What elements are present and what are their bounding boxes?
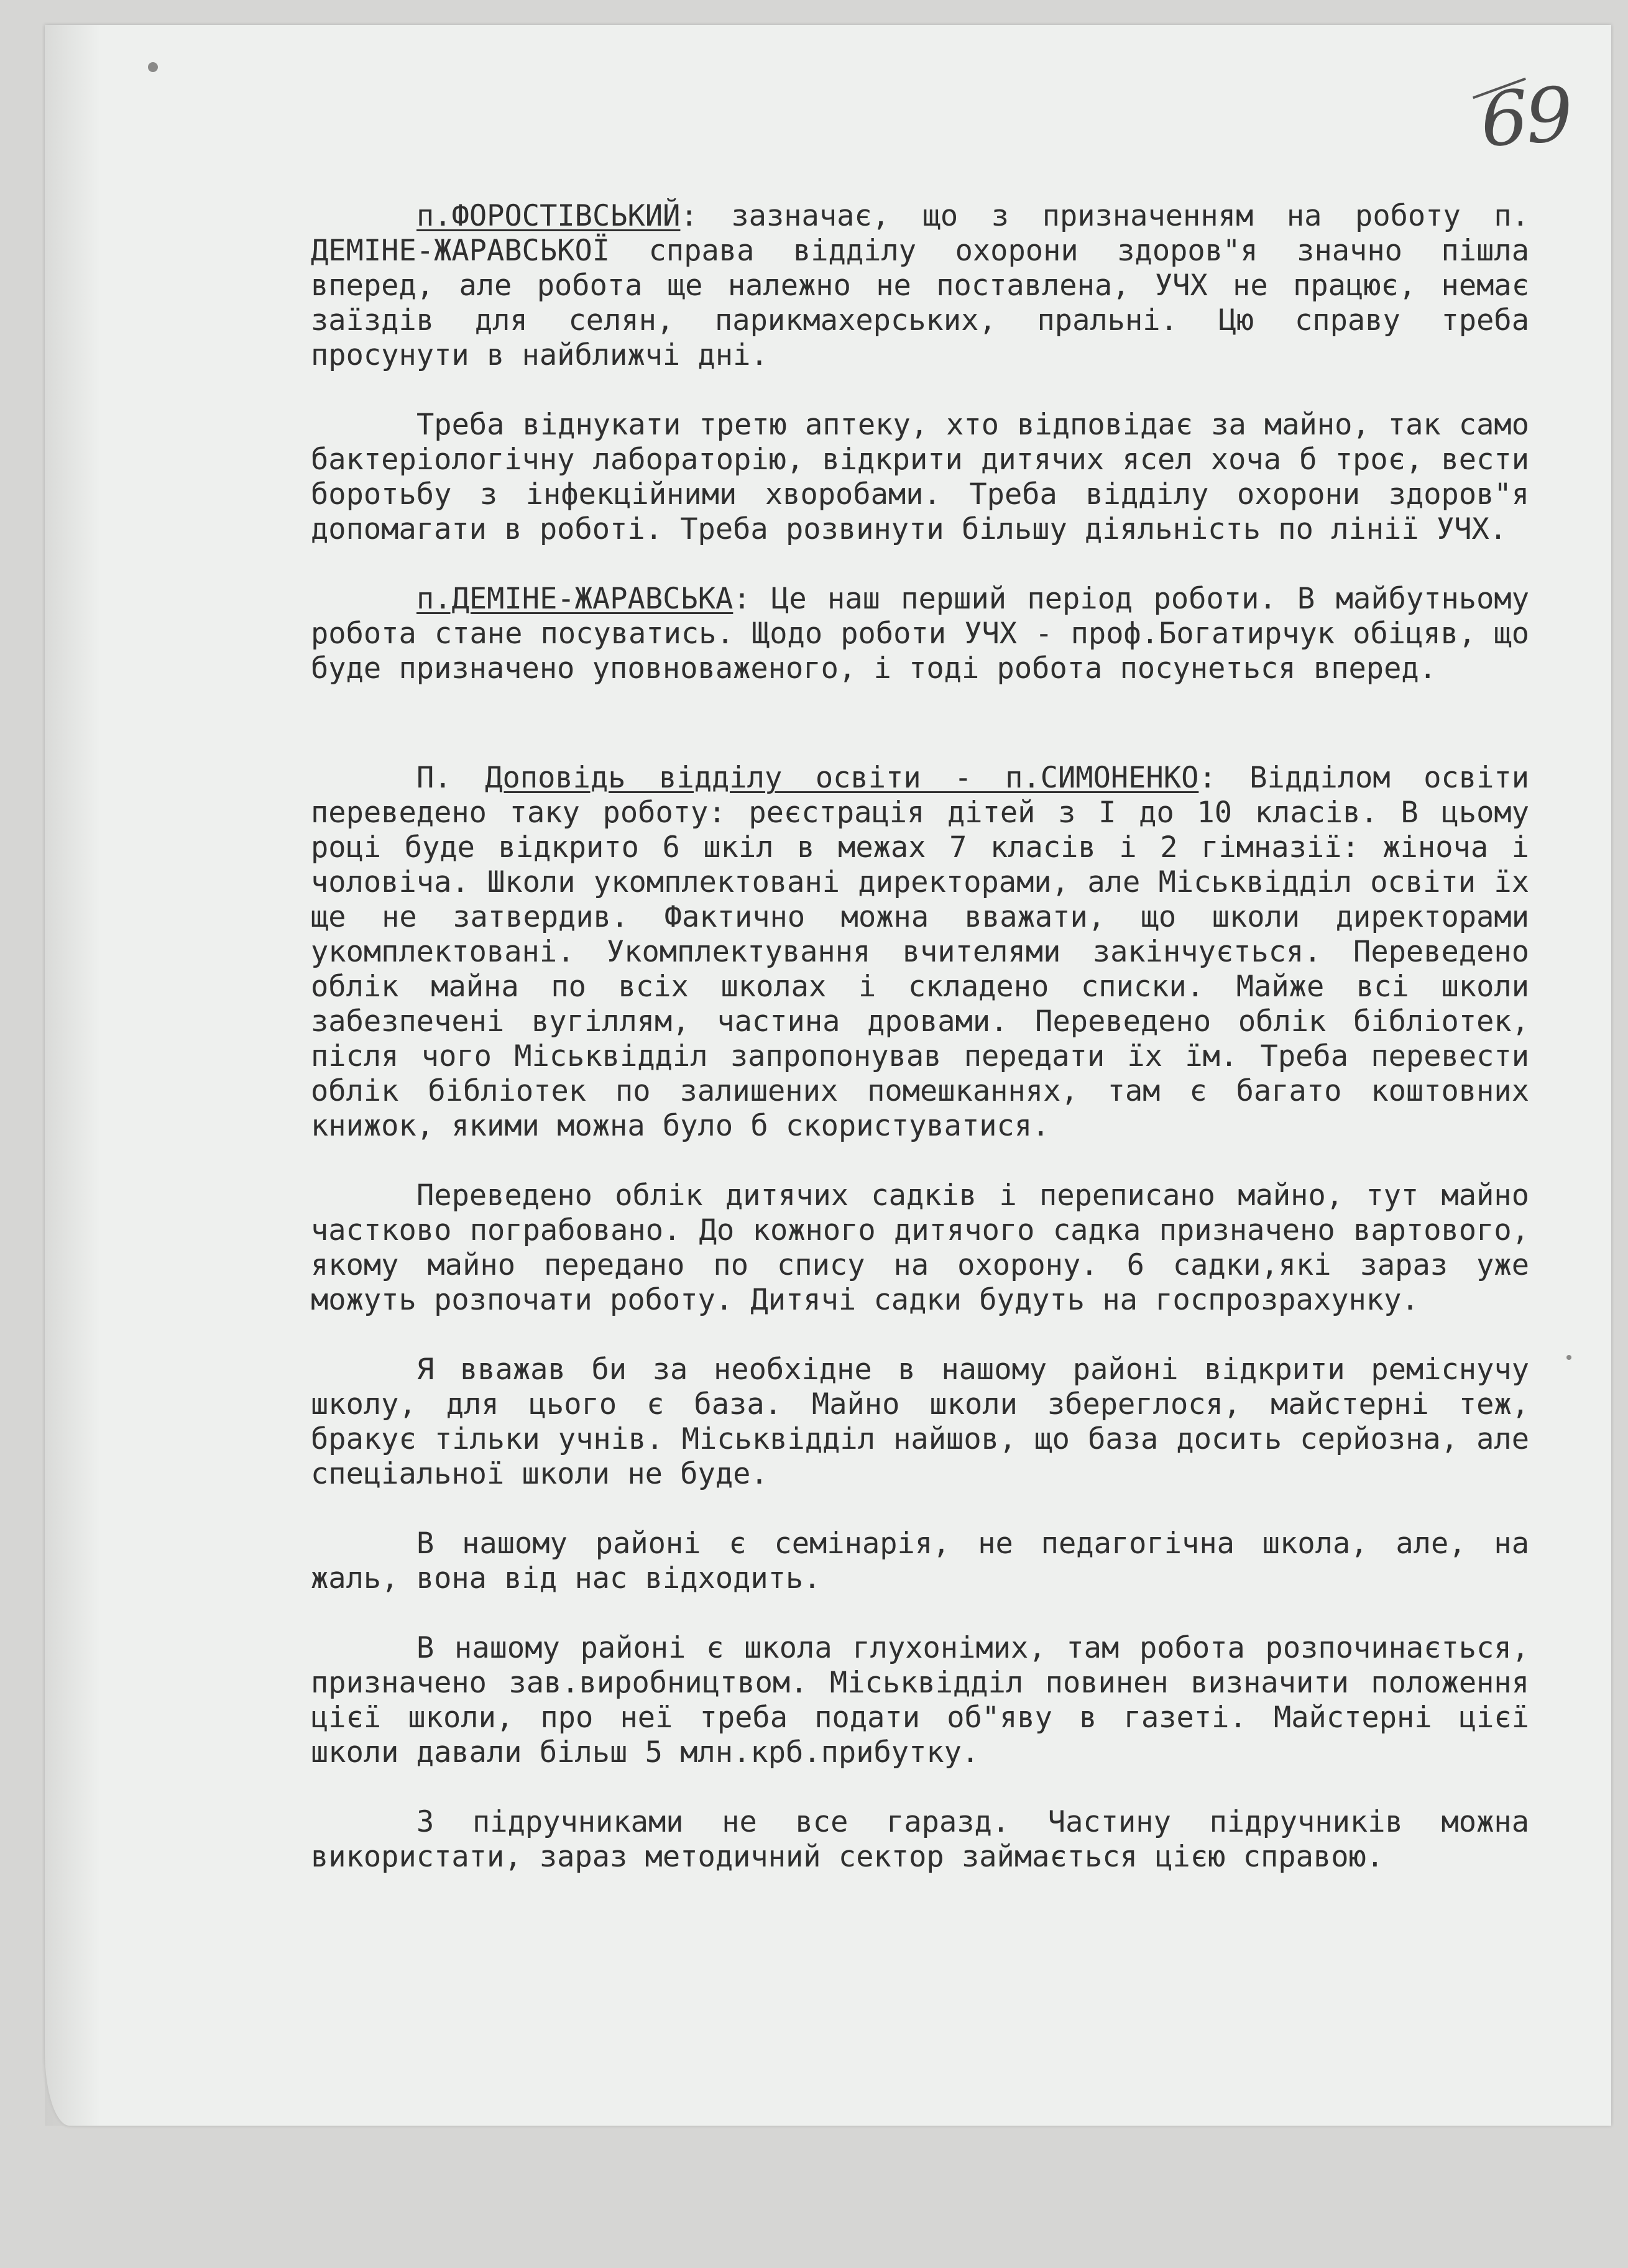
paragraph-text: Переведено облік дитячих садків і переписано майно, тут майно частково пограбовано. До кожного дитячого садка призначено вартового, якому майно передано по спису на охорону. 6 садки,які зараз уже можуть розпочати роботу. Дитячі садки будуть на госпрозрахунку. [311, 1178, 1529, 1317]
paragraph-text: В нашому районі є школа глухонімих, там робота розпочинається, призначено зав.виробництвом. Міськвідділ повинен визначити положення цієї школи, про неї треба подати об"яву в газеті. Майстерні цієї школи давали більш 5 млн.крб.прибутку. [311, 1631, 1529, 1770]
paragraph-foroostivsky [311, 199, 1529, 373]
speaker-name: п.ДЕМІНЕ-ЖАРАВСЬКА [416, 582, 734, 616]
paragraph-seminary [311, 1527, 1529, 1596]
paper-speck [1566, 1355, 1571, 1360]
paragraph-craft-school [311, 1352, 1529, 1492]
paragraph-text: Треба віднукати третю аптеку, хто відповідає за майно, так само бактеріологічну лабораторію, відкрити дитячих ясел хоча б троє, вести боротьбу з інфекційними хворобами. Треба відділу охорони здоров"я допомагати в роботі. Треба розвинути більшу діяльність по лінії УЧХ. [311, 408, 1529, 546]
section-number: П. [416, 761, 452, 795]
paragraph-pharmacy [311, 408, 1529, 547]
document-body [311, 199, 1529, 1875]
paragraph-text: : зазначає, що з призначенням на роботу п. ДЕМІНЕ-ЖАРАВСЬКОЇ справа відділу охорони здоров"я значно пішла вперед, але робота ще належно не поставлена, УЧХ не працює, немає заїздів для селян, парикмахерських, пральні. Цю справу треба просунути в найближчі дні. [311, 199, 1529, 372]
paragraph-education-report [311, 761, 1529, 1144]
speaker-name: п.ФОРОСТІВСЬКИЙ [416, 199, 681, 233]
paragraph-demine-zharavska [311, 582, 1529, 686]
paper-speck [148, 62, 158, 72]
paragraph-text: З підручниками не все гаразд. Частину підручників можна використати, зараз методичний сектор займається цією справою. [311, 1805, 1529, 1874]
report-heading: Доповідь відділу освіти - п.СИМОНЕНКО [485, 761, 1199, 795]
paragraph-text: В нашому районі є семінарія, не педагогічна школа, але, на жаль, вона від нас відходить. [311, 1527, 1529, 1595]
paragraph-text: : Це наш перший період роботи. В майбутньому робота стане посуватись. Щодо роботи УЧХ - проф.Богатирчук обіцяв, що буде призначено уповноваженого, і тоді робота посунеться вперед. [311, 582, 1529, 686]
folio-number: 69 [1478, 71, 1574, 164]
paragraph-text: Я вважав би за необхідне в нашому районі відкрити реміснучу школу, для цього є база. Майно школи збереглося, майстерні теж, бракує тільки учнів. Міськвідділ найшов, що база досить серйозна, але спеціальної школи не буде. [311, 1352, 1529, 1491]
paragraph-text: : Відділом освіти переведено таку роботу: реєстрація дітей з І до 10 класів. В цьому році буде відкрито 6 шкіл в межах 7 класів і 2 гімназії: жіноча і чоловіча. Школи укомплектовані директорами, але Міськвідділ освіти їх ще не затвердив. Фактично можна вважати, що школи директорами укомплектовані. Укомплектування вчителями закінчується. Переведено облік майна по всіх школах і складено списки. Майже всі школи забезпечені вугіллям, частина дровами. Переведено облік бібліотек, після чого Міськвідділ запропонував передати їх їм. Треба перевести облік бібліотек по залишених помешканнях, там є багато коштовних книжок, якими можна було б скористуватися. [311, 761, 1530, 1143]
paragraph-kindergartens [311, 1178, 1529, 1318]
paragraph-deaf-school [311, 1631, 1529, 1770]
paragraph-textbooks [311, 1805, 1529, 1875]
